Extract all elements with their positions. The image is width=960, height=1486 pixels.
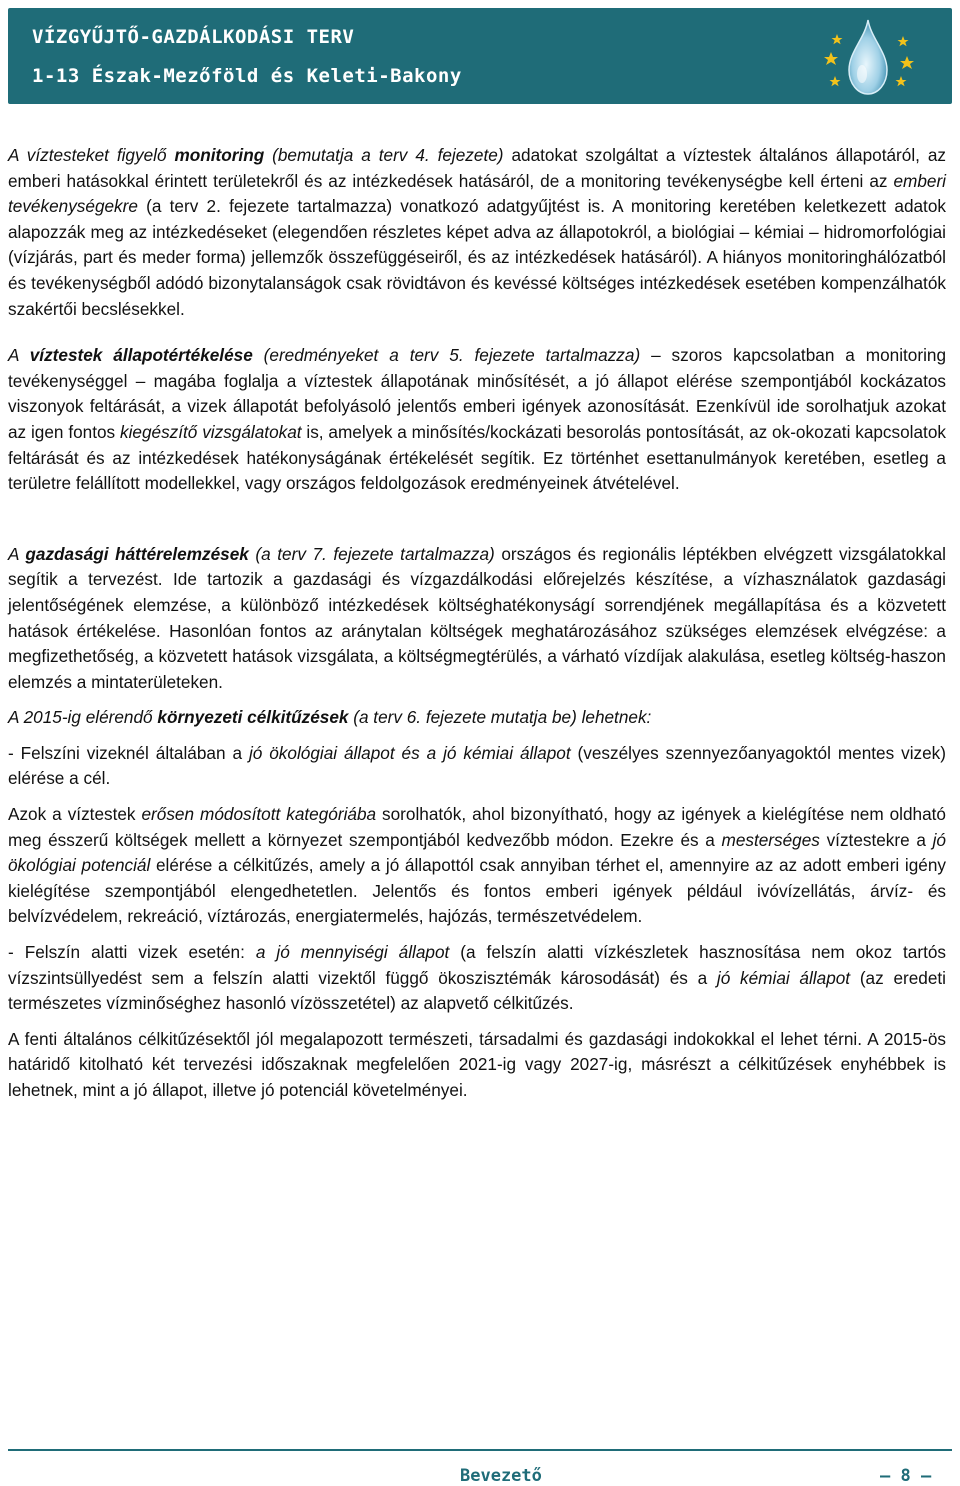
header-title: VÍZGYŰJTŐ-GAZDÁLKODÁSI TERV — [32, 26, 355, 48]
footer-title: Bevezető — [460, 1466, 542, 1486]
paragraph-erosen-modositott: Azok a víztestek erősen módosított kategóriába sorolhatók, ahol bizonyítható, hogy az igények a kielégítése nem oldható meg ésszerű költségek mellett a környezet szempontjából kedvezőbb módon. Ezekre és a mesterséges víztestekre a jó ökológiai potenciál elérése a célkitűzés, amely a jó állapottól csak annyiban térhet el, amennyire az az adott emberi igény kielégítése szempontjából elengedhetetlen. Jelentős és fontos emberi igények például ivóvízellátás, árvíz- és belvízvédelem, rekreáció, víztározás, energiatermelés, hajózás, természetvédelem. — [8, 804, 946, 927]
paragraph-felszin-alatti: - Felszín alatti vizek esetén: a jó mennyiségi állapot (a felszín alatti vízkészletek hasznosítása nem okoz tartós vízszintsüllyedést sem a felszín alatti vizektől függő ökoszisztémák károsodását) és a jó kémiai állapot (az eredeti természetes vízminőséghez hasonló vízösszetétel) az alapvető célkitűzés. — [8, 942, 946, 1014]
paragraph-celkituzesek: A 2015-ig elérendő környezeti célkitűzések (a terv 6. fejezete mutatja be) lehetnek: — [8, 707, 652, 728]
page-number: – 8 – — [880, 1466, 932, 1486]
paragraph-eltérés: A fenti általános célkitűzésektől jól megalapozott természeti, társadalmi és gazdasági indokokkal el lehet térni. A 2015-ös határidő kitolható két tervezési időszaknak megfelelően 2021-ig vagy 2027-ig, másrészt a célkitűzések enyhébbek is lehetnek, mint a jó állapot, illetve jó potenciál követelményei. — [8, 1028, 946, 1100]
paragraph-allapotertekeles: A víztestek állapotértékelése (eredményeket a terv 5. fejezete tartalmazza) – szoros kapcsolatban a monitoring tevékenységgel – magába foglalja a víztestek állapotának minősítését, a jó állapot elérése szempontjából kockázatos viszonyok feltárását, a vizek állapotát befolyásoló jelentős emberi igények azonosítását. Ezenkívül ide sorolhatjuk azokat az igen fontos kiegészítő vizsgálatokat is, amelyek a minősítés/kockázati besorolás pontosítását, az ok-okozati kapcsolatok feltárását és az intézkedések hatékonyságának értékelését segítik. Ez történhet esettanulmányok keretében, esetleg a területre felállított modellekkel, vagy országos feldolgozások eredményeinek átvételével. — [8, 345, 947, 494]
header-subtitle: 1-13 Észak-Mezőföld és Keleti-Bakony — [32, 65, 462, 87]
paragraph-gazdasagi: A gazdasági háttérelemzések (a terv 7. fejezete tartalmazza) országos és regionális léptékben elvégzett vizsgálatokkal segítik a tervezést. Ide tartozik a gazdasági és vízgazdálkodási előrejelzés készítése, a vízhasználatok gazdasági jelentőségének elemzése, a különböző intézkedések költséghatékonyságí sorrendjének megállapítása és a közvetett hatások értékelése. Hasonlóan fontos az aránytalan költségek meghatározásához szükséges elemzések elvégzése: a megfizethetőség, a közvetett hatások vizsgálata, a költségmegtérülés, a várható vízdíjak alakulása, esetleg költség-haszon elemzés a mintaterületeken. — [8, 543, 946, 692]
footer-divider — [8, 1449, 952, 1451]
page-header — [8, 8, 952, 104]
paragraph-felszini: - Felszíni vizeknél általában a jó ökológiai állapot és a jó kémiai állapot (veszélyes szennyezőanyagoktól mentes vizek) elérése a cél. — [8, 742, 946, 789]
paragraph-monitoring: A víztesteket figyelő monitoring (bemutatja a terv 4. fejezete) adatokat szolgáltat a víztestek általános állapotáról, az emberi hatásokkal érintett területekről és az intézkedések hatásáról, de a monitoring tevékenységbe kell érteni az emberi tevékenységekre (a terv 2. fejezete tartalmazza) vonatkozó adatgyűjtést is. A monitoring keretében keletkezett adatok alapozzák meg az intézkedéseket (elegendően részletes képet adva az állapotokról, a biológiai – kémiai – hidromorfológiai (vízjárás, part és meder forma) jellemzők összefüggéseiről, és az intézkedések hatásáról). A hiányos monitoringhálózatból és tevékenységből adódó bizonytalanságok csak rövidtávon és kevéssé költséges intézkedések esetében kompenzálhatók szakértői becslésekkel. — [8, 145, 946, 319]
document-body — [8, 143, 946, 1104]
water-drop-eu-stars-icon — [813, 12, 923, 102]
